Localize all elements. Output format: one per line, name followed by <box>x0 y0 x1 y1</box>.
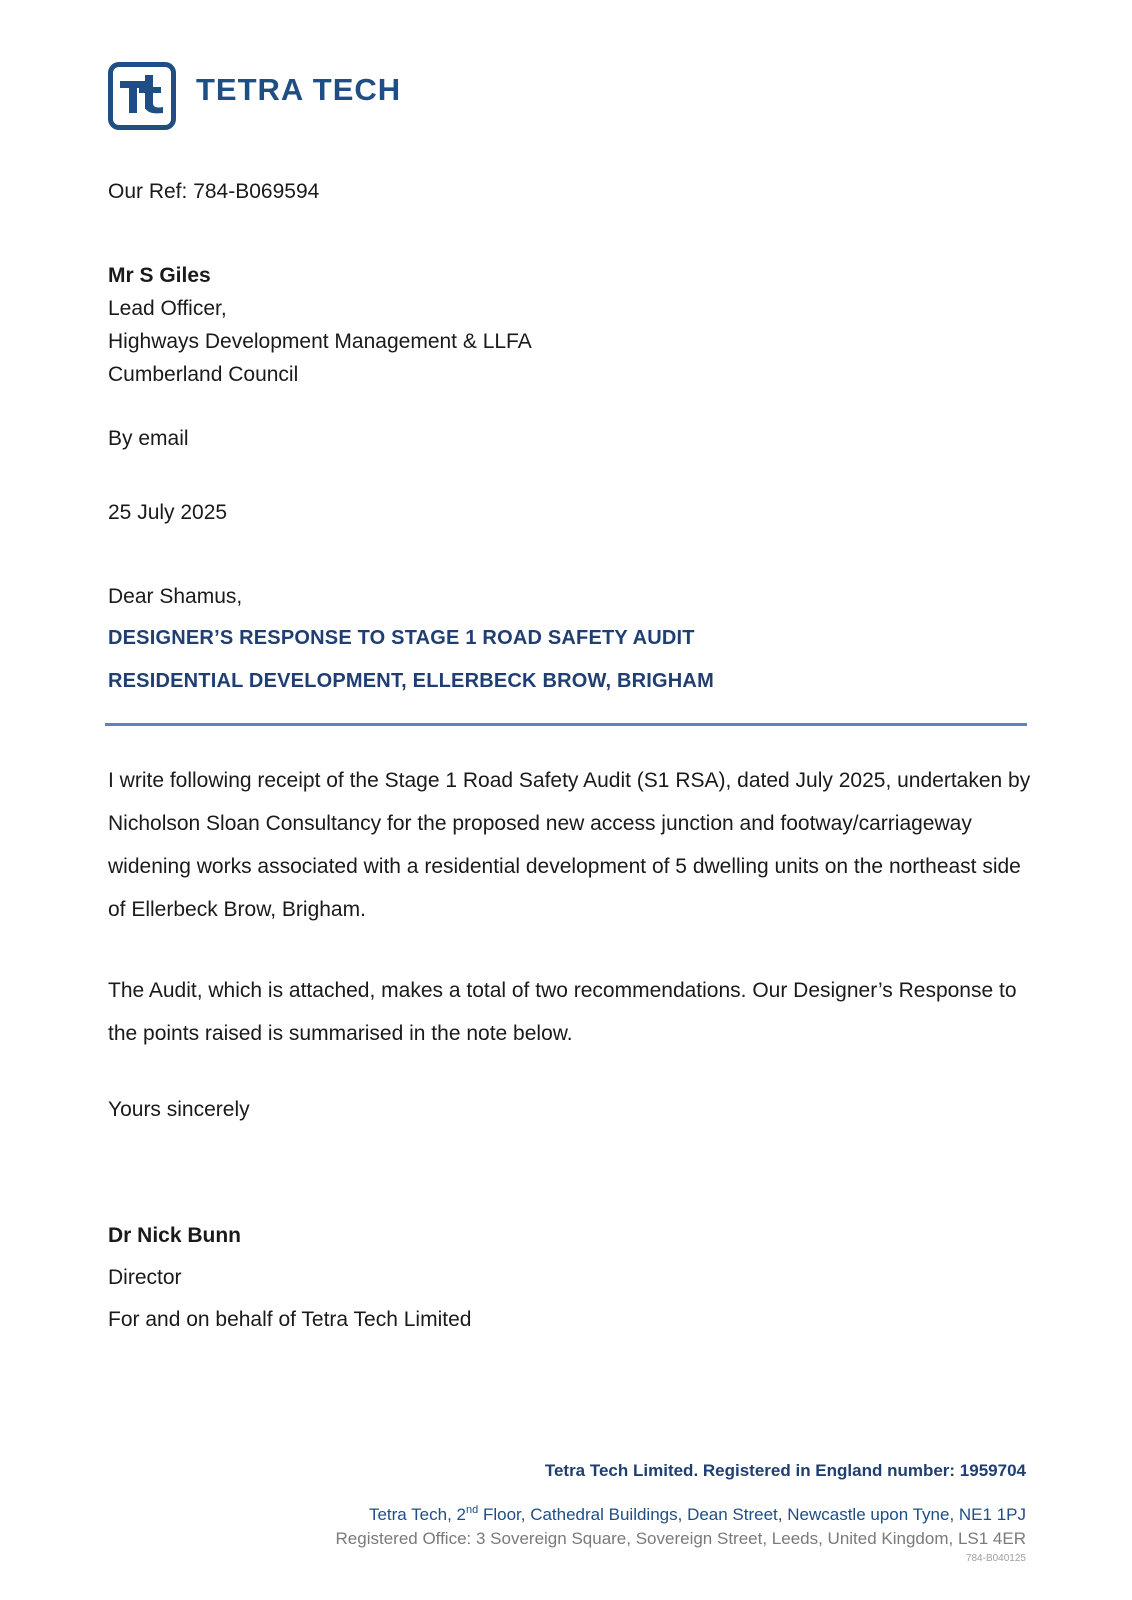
body-paragraph-1: I write following receipt of the Stage 1 Road Safety Audit (S1 RSA), dated July 2025, undertaken by Nicholson Sloan Consultancy for the proposed new access junction and footway/carriageway widening works associated with a residential development of 5 dwelling units on the northeast side of Ellerbeck Brow, Brigham. <box>108 769 1031 921</box>
closing: Yours sincerely <box>108 1098 250 1121</box>
footer-address-prefix: Tetra Tech, 2 <box>368 1505 466 1524</box>
footer-address-sup: nd <box>465 1504 479 1516</box>
footer-doc-code: 784-B040125 <box>965 1553 1026 1564</box>
signatory-name: Dr Nick Bunn <box>108 1224 242 1247</box>
delivery-method: By email <box>108 427 189 450</box>
letter-date: 25 July 2025 <box>108 501 228 524</box>
recipient-department: Highways Development Management & LLFA <box>108 330 532 353</box>
footer-registered-office: Registered Office: 3 Sovereign Square, Sovereign Street, Leeds, United Kingdom, LS1 4ER <box>335 1529 1026 1548</box>
footer-address-suffix: Floor, Cathedral Buildings, Dean Street, Newcastle upon Tyne, NE1 1PJ <box>478 1505 1026 1524</box>
subject-heading-1: DESIGNER’S RESPONSE TO STAGE 1 ROAD SAFETY AUDIT <box>108 627 695 649</box>
subject-heading-2: RESIDENTIAL DEVELOPMENT, ELLERBECK BROW, BRIGHAM <box>108 670 714 692</box>
recipient-title: Lead Officer, <box>108 297 227 320</box>
brand-name: TETRA TECH <box>196 72 402 107</box>
signatory-role: Director <box>108 1266 182 1289</box>
heading-divider <box>105 723 1027 726</box>
logo-monogram-icon <box>113 67 171 125</box>
footer-address <box>369 1505 1026 1525</box>
signatory-behalf: For and on behalf of Tetra Tech Limited <box>108 1308 472 1331</box>
body-paragraph-2: The Audit, which is attached, makes a total of two recommendations. Our Designer’s Response to the points raised is summarised in the note below. <box>108 979 1017 1045</box>
salutation: Dear Shamus, <box>108 585 243 608</box>
our-reference: Our Ref: 784-B069594 <box>108 180 320 203</box>
recipient-name: Mr S Giles <box>108 264 211 287</box>
footer-registration: Tetra Tech Limited. Registered in England number: 1959704 <box>544 1461 1026 1480</box>
recipient-organisation: Cumberland Council <box>108 363 299 386</box>
tetra-tech-logo-icon <box>108 62 176 130</box>
